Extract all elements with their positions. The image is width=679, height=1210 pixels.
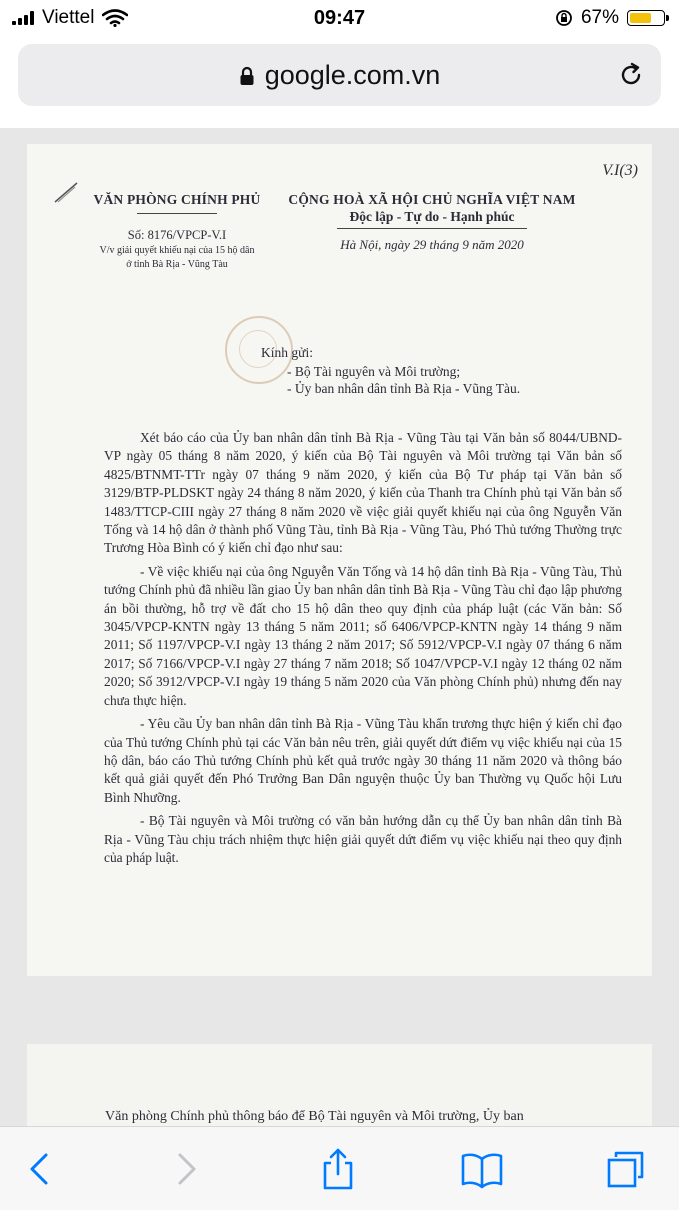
issuer-block [82, 192, 272, 271]
document-date: Hà Nội, ngày 29 tháng 9 năm 2020 [340, 237, 524, 252]
paragraph: Xét báo cáo của Ủy ban nhân dân tỉnh Bà Rịa - Vũng Tàu tại Văn bản số 8044/UBND-VP ngày 05 tháng 8 năm 2020, ý kiến của Bộ Tài nguyên và Môi trường tại Văn bản số 4825/BTNMT-TTr ngày 07 tháng 9 năm 2020, ý kiến của Bộ Tư pháp tại Văn bản số 3129/BTP-PLDSKT ngày 24 tháng 8 năm 2020, ý kiến của Thanh tra Chính phủ tại Văn bản số 1483/TTCP-CIII ngày 27 tháng 8 năm 2020 về việc giải quyết khiếu nại của ông Nguyễn Văn Tống và 14 hộ dân ở thành phố Vũng Tàu, tỉnh Bà Rịa - Vũng Tàu, Phó Thủ tướng Thường trực Trương Hòa Bình có ý kiến chỉ đạo như sau: [104, 430, 622, 556]
recipient-item: - Ủy ban nhân dân tỉnh Bà Rịa - Vũng Tàu. [287, 381, 521, 396]
url-text[interactable]: google.com.vn [264, 60, 441, 90]
status-bar [0, 0, 679, 36]
divider [137, 213, 217, 214]
back-button[interactable] [18, 1147, 62, 1191]
tabs-icon [604, 1147, 648, 1191]
paragraph: - Yêu cầu Ủy ban nhân dân tỉnh Bà Rịa - Vũng Tàu khẩn trương thực hiện ý kiến chỉ đạo của Thủ tướng Chính phủ tại các Văn bản nêu trên, giải quyết dứt điểm vụ việc khiếu nại của 15 hộ dân, báo cáo Thủ tướng Chính phủ kết quả trước ngày 30 tháng 11 năm 2020 và thông báo kết quả giải quyết đến Phó Trưởng Ban Dân nguyện thuộc Ủy ban Thường vụ Quốc hội Lưu Bình Nhưỡng. [104, 716, 622, 805]
pen-mark-icon [53, 180, 79, 204]
handwritten-note: V.I(3) [602, 162, 638, 179]
motto: Độc lập - Tự do - Hạnh phúc [349, 209, 515, 224]
page2-text: Văn phòng Chính phủ thông báo để Bộ Tài nguyên và Môi trường, Ủy ban [105, 1109, 524, 1124]
national-header [282, 192, 582, 253]
forward-icon [164, 1147, 208, 1191]
orientation-lock-icon [555, 9, 573, 27]
battery-icon [627, 10, 665, 26]
subject-line-1: V/v giải quyết khiếu nại của 15 hộ dân [99, 245, 255, 256]
bookmarks-button[interactable] [460, 1147, 504, 1191]
web-content[interactable] [0, 128, 679, 1126]
document-body [104, 429, 622, 872]
recipients-block [261, 344, 520, 397]
bookmarks-icon [460, 1147, 504, 1191]
paragraph: - Về việc khiếu nại của ông Nguyễn Văn Tống và 14 hộ dân tỉnh Bà Rịa - Vũng Tàu, Thủ tướng Chính phủ đã nhiều lần giao Ủy ban nhân dân tỉnh Bà Rịa - Vũng Tàu chỉ đạo lập phương án bồi thường, hỗ trợ về đất cho 15 hộ dân theo quy định của pháp luật (các Văn bản: Số 3045/VPCP-KNTN ngày 13 tháng 5 năm 2011; số 6406/VPCP-KNTN ngày 14 tháng 9 năm 2011; Số 1197/VPCP-V.I ngày 13 tháng 2 năm 2017; Số 5912/VPCP-V.I ngày 07 tháng 6 năm 2017; Số 7166/VPCP-V.I ngày 27 tháng 7 năm 2018; Số 1047/VPCP-V.I ngày 12 tháng 02 năm 2020; Số 3912/VPCP-V.I ngày 19 tháng 5 năm 2020 của Văn phòng Chính phủ) nhưng đến nay chưa thực hiện. [104, 563, 622, 708]
tabs-button[interactable] [604, 1147, 648, 1191]
browser-toolbar [0, 1126, 679, 1210]
paragraph: - Bộ Tài nguyên và Môi trường có văn bản hướng dẫn cụ thể Ủy ban nhân dân tỉnh Bà Rịa - Vũng Tàu chịu trách nhiệm thực hiện giải quyết dứt điểm vụ việc khiếu nại theo quy định của pháp luật. [104, 813, 622, 865]
clock: 09:47 [313, 7, 366, 29]
divider [337, 228, 527, 229]
share-icon [316, 1147, 360, 1191]
nation-title: CỘNG HOÀ XÃ HỘI CHỦ NGHĨA VIỆT NAM [288, 192, 576, 207]
document-page-2 [27, 1044, 652, 1126]
document-number: Số: 8176/VPCP-V.I [127, 228, 227, 242]
back-icon [18, 1147, 62, 1191]
share-button[interactable] [316, 1147, 360, 1191]
recipient-item: - Bộ Tài nguyên và Môi trường; [287, 364, 461, 379]
recipients-label: Kính gửi: [261, 345, 313, 360]
battery-percent: 67% [580, 7, 619, 28]
subject-line-2: ở tỉnh Bà Rịa - Vũng Tàu [126, 259, 228, 270]
agency-name: VĂN PHÒNG CHÍNH PHỦ [93, 192, 261, 207]
carrier-name: Viettel [42, 7, 95, 28]
forward-button[interactable] [164, 1147, 208, 1191]
lock-icon [239, 66, 255, 86]
reload-icon[interactable] [617, 61, 645, 89]
document-page-1 [27, 144, 652, 976]
address-bar[interactable] [18, 44, 661, 106]
